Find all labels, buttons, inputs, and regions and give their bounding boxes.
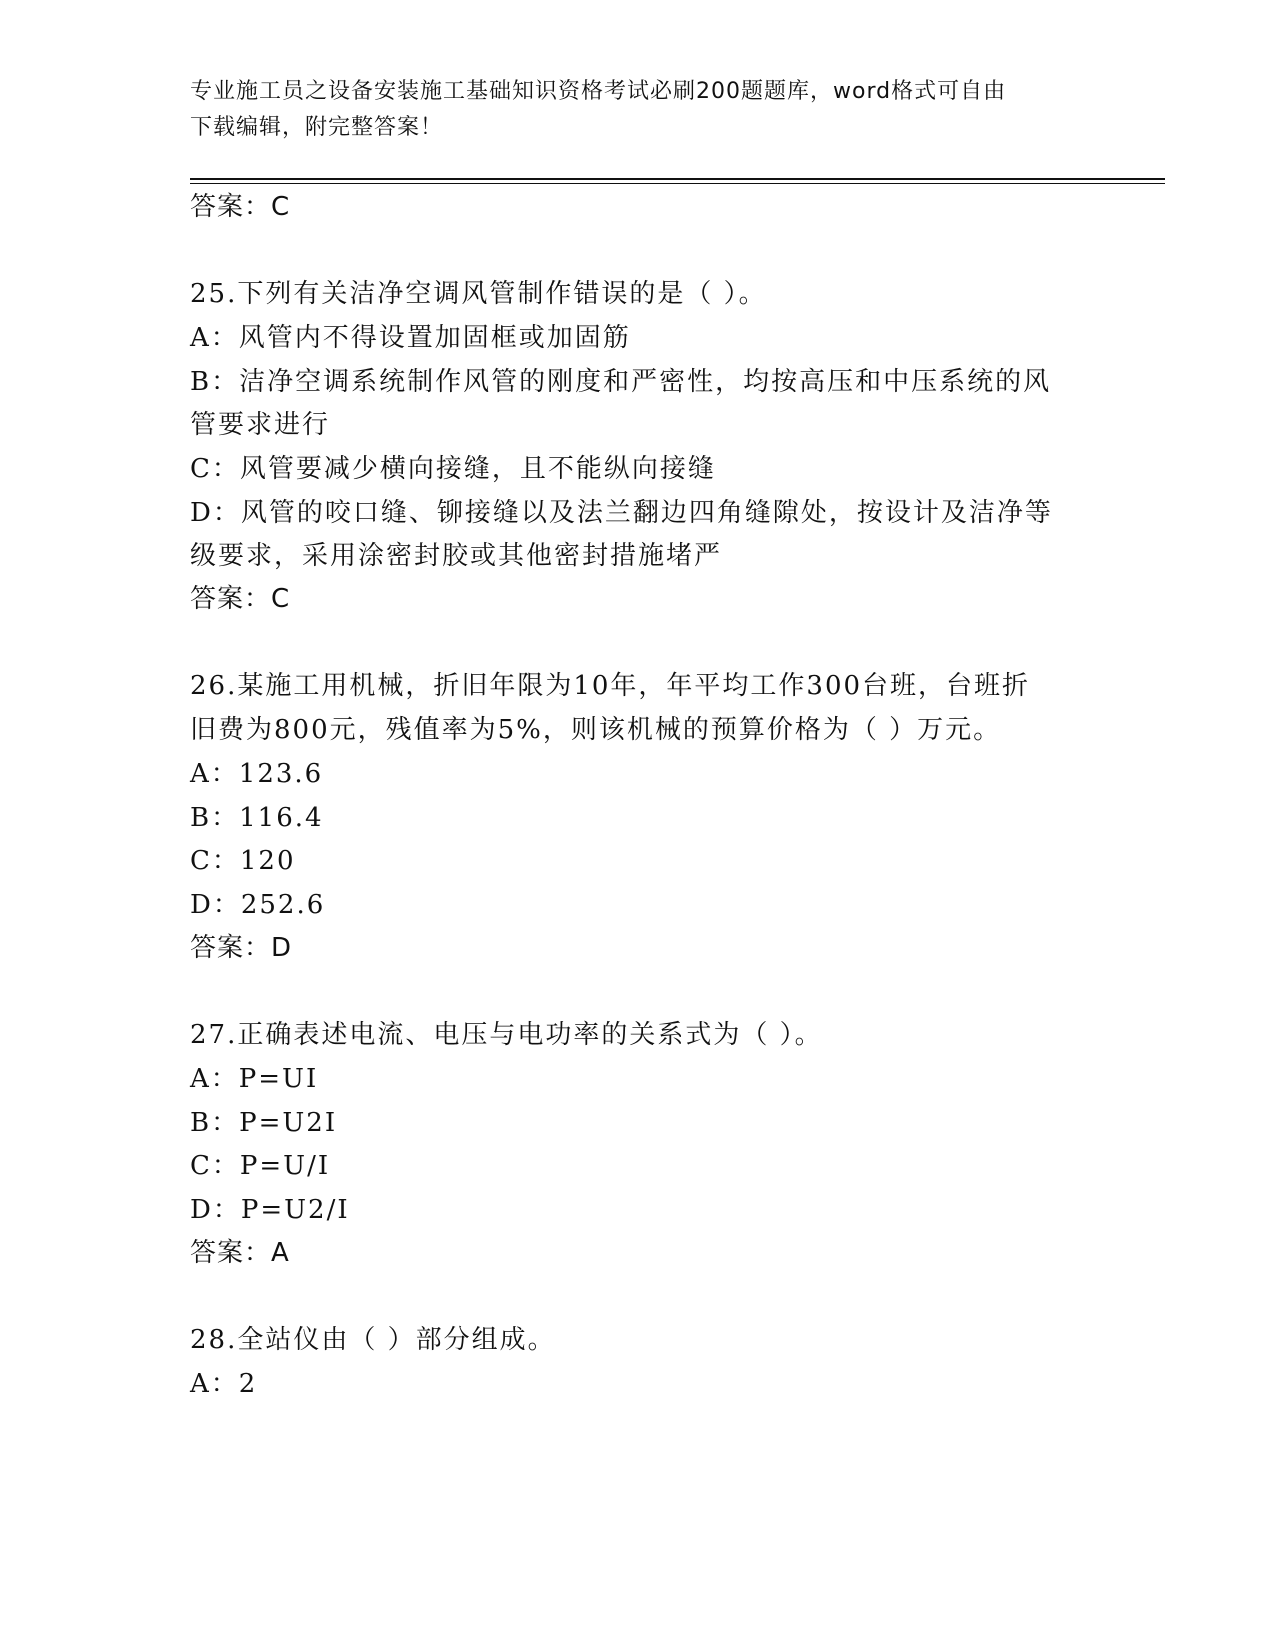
question-26-option-c: C：120 bbox=[190, 846, 296, 876]
question-26-stem-line-2: 旧费为800元，残值率为5%，则该机械的预算价格为（ ）万元。 bbox=[190, 715, 1002, 745]
question-25-option-d-line-1: D：风管的咬口缝、铆接缝以及法兰翻边四角缝隙处，按设计及洁净等 bbox=[190, 498, 1053, 528]
question-25-option-d-line-2: 级要求，采用涂密封胶或其他密封措施堵严 bbox=[190, 541, 723, 571]
question-25-option-c: C：风管要减少横向接缝，且不能纵向接缝 bbox=[190, 454, 716, 484]
question-26-option-b: B：116.4 bbox=[190, 803, 324, 833]
question-25-stem: 25.下列有关洁净空调风管制作错误的是（ ）。 bbox=[190, 279, 767, 309]
header-line-2: 下载编辑，附完整答案！ bbox=[190, 115, 444, 140]
question-27-answer: 答案：A bbox=[190, 1238, 290, 1268]
page-header bbox=[190, 74, 1090, 146]
question-25-option-b-line-2: 管要求进行 bbox=[190, 410, 331, 440]
question-27-option-c: C：P=U/I bbox=[190, 1151, 331, 1181]
question-27-option-d: D：P=U2/I bbox=[190, 1195, 350, 1225]
question-27-option-b: B：P=U2I bbox=[190, 1108, 338, 1138]
header-line-1: 专业施工员之设备安装施工基础知识资格考试必刷200题题库，word格式可自由 bbox=[190, 79, 1007, 104]
question-26-answer: 答案：D bbox=[190, 933, 293, 963]
question-27-option-a: A：P=UI bbox=[190, 1064, 319, 1094]
header-divider-thin bbox=[190, 183, 1165, 184]
question-25-answer: 答案：C bbox=[190, 584, 291, 614]
question-26-option-d: D：252.6 bbox=[190, 890, 326, 920]
answer-previous: 答案：C bbox=[190, 192, 291, 222]
question-26-option-a: A：123.6 bbox=[190, 759, 324, 789]
header-divider-thick bbox=[190, 178, 1165, 180]
question-26-stem-line-1: 26.某施工用机械，折旧年限为10年，年平均工作300台班，台班折 bbox=[190, 671, 1031, 701]
question-25-option-a: A：风管内不得设置加固框或加固筋 bbox=[190, 323, 631, 353]
question-28-stem: 28.全站仪由（ ）部分组成。 bbox=[190, 1325, 556, 1355]
question-27-stem: 27.正确表述电流、电压与电功率的关系式为（ ）。 bbox=[190, 1020, 823, 1050]
question-25-option-b-line-1: B：洁净空调系统制作风管的刚度和严密性，均按高压和中压系统的风 bbox=[190, 367, 1052, 397]
question-28-option-a: A：2 bbox=[190, 1369, 258, 1399]
